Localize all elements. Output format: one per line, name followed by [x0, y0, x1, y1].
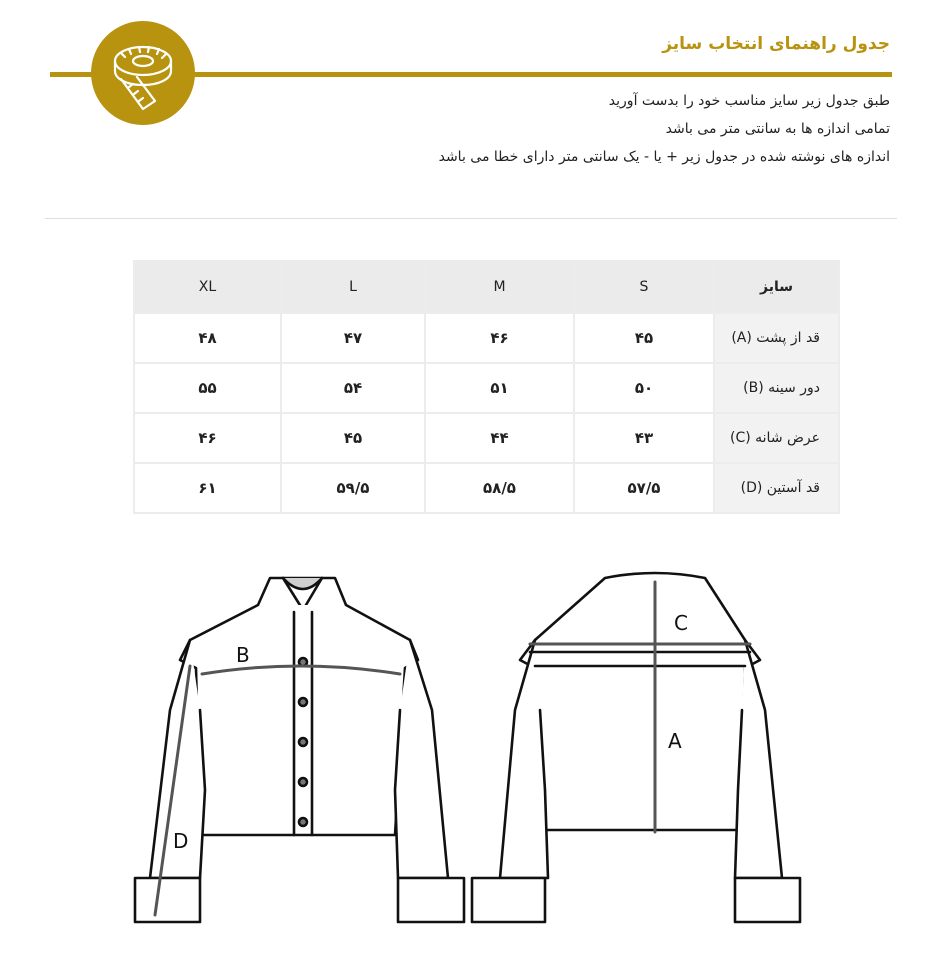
size-header-xl: XL: [134, 261, 281, 313]
label-c: C: [674, 611, 688, 635]
label-b: B: [236, 643, 250, 667]
size-row-header: سایز: [714, 261, 839, 313]
table-cell: ۴۶: [134, 413, 281, 463]
intro-line: تمامی اندازه ها به سانتی متر می باشد: [665, 121, 890, 137]
table-row: [134, 313, 839, 363]
page-title: جدول راهنمای انتخاب سایز: [662, 34, 890, 54]
table-cell: ۵۸/۵: [425, 463, 574, 513]
row-label: عرض شانه (C): [714, 413, 839, 463]
table-cell: ۵۹/۵: [281, 463, 425, 513]
size-header-l: L: [281, 261, 425, 313]
table-cell: ۵۴: [281, 363, 425, 413]
table-header-row: [134, 261, 839, 313]
intro-notes: [439, 92, 890, 176]
row-label: قد آستین (D): [714, 463, 839, 513]
table-cell: ۴۵: [574, 313, 714, 363]
table-cell: ۴۴: [425, 413, 574, 463]
shirt-measurement-diagram: [0, 560, 942, 940]
size-table: [133, 260, 840, 514]
label-d: D: [173, 829, 189, 853]
logo-badge: [91, 21, 195, 125]
table-cell: ۴۶: [425, 313, 574, 363]
row-label: دور سینه (B): [714, 363, 839, 413]
size-header-m: M: [425, 261, 574, 313]
intro-line: طبق جدول زیر سایز مناسب خود را بدست آورید: [608, 93, 890, 109]
intro-line: اندازه های نوشته شده در جدول زیر + یا - یک سانتی متر دارای خطا می باشد: [438, 149, 890, 165]
table-row: [134, 413, 839, 463]
table-cell: ۵۷/۵: [574, 463, 714, 513]
table-cell: ۶۱: [134, 463, 281, 513]
row-label: قد از پشت (A): [714, 313, 839, 363]
section-divider: [45, 218, 897, 219]
table-cell: ۵۱: [425, 363, 574, 413]
measuring-tape-icon: [91, 21, 195, 125]
shirt-back-drawing: [472, 573, 800, 922]
table-cell: ۴۳: [574, 413, 714, 463]
table-cell: ۴۷: [281, 313, 425, 363]
table-cell: ۴۵: [281, 413, 425, 463]
size-header-s: S: [574, 261, 714, 313]
table-cell: ۴۸: [134, 313, 281, 363]
table-row: [134, 363, 839, 413]
label-a: A: [668, 729, 682, 753]
table-cell: ۵۰: [574, 363, 714, 413]
shirt-front-drawing: [135, 578, 464, 922]
table-row: [134, 463, 839, 513]
table-cell: ۵۵: [134, 363, 281, 413]
